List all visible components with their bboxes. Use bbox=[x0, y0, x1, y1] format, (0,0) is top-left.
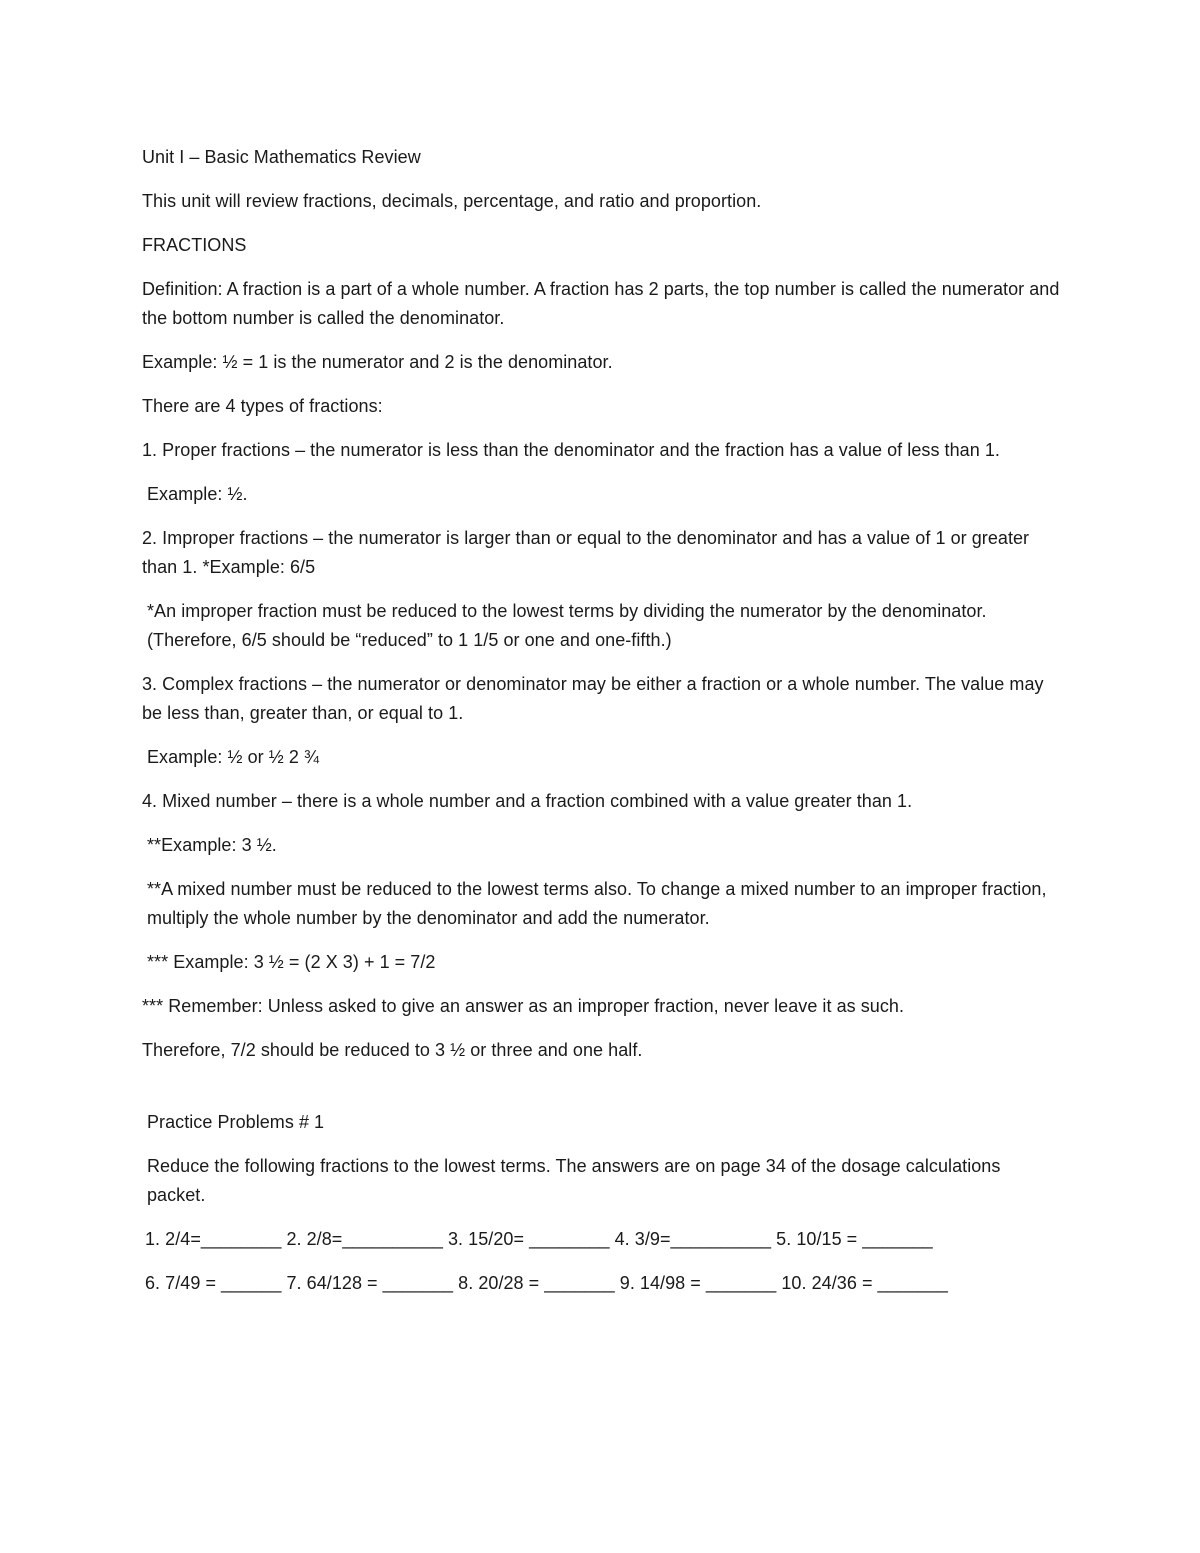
problem-1: 1. 2/4=________ bbox=[145, 1229, 287, 1249]
problem-10: 10. 24/36 = _______ bbox=[781, 1273, 948, 1293]
type-mixed-calculation: *** Example: 3 ½ = (2 X 3) + 1 = 7/2 bbox=[147, 952, 436, 972]
problem-9: 9. 14/98 = _______ bbox=[619, 1273, 782, 1293]
type-mixed-example: **Example: 3 ½. bbox=[147, 835, 277, 855]
type-mixed-number: 4. Mixed number – there is a whole number and a fraction combined with a value greater than 1. bbox=[142, 791, 913, 811]
definition-example: Example: ½ = 1 is the numerator and 2 is the denominator. bbox=[142, 352, 613, 372]
type-mixed-note: **A mixed number must be reduced to the lowest terms also. To change a mixed number to an improper fraction, multiply the whole number by the denominator and add the numerator. bbox=[147, 879, 1047, 928]
problem-3: 3. 15/20= ________ bbox=[448, 1229, 615, 1249]
practice-instructions: Reduce the following fractions to the lowest terms. The answers are on page 34 of the dosage calculations packet. bbox=[147, 1156, 1001, 1205]
therefore-note: Therefore, 7/2 should be reduced to 3 ½ or three and one half. bbox=[142, 1040, 643, 1060]
problem-7: 7. 64/128 = _______ bbox=[286, 1273, 459, 1293]
type-complex-example: Example: ½ or ½ 2 ¾ bbox=[147, 747, 320, 767]
type-improper-fractions: 2. Improper fractions – the numerator is larger than or equal to the denominator and has a value of 1 or greater than 1. *Example: 6/5 bbox=[142, 528, 1030, 577]
type-proper-fractions: 1. Proper fractions – the numerator is less than the denominator and the fraction has a value of less than 1. bbox=[142, 440, 1000, 460]
problem-5: 5. 10/15 = _______ bbox=[776, 1229, 933, 1249]
remember-note: *** Remember: Unless asked to give an answer as an improper fraction, never leave it as such. bbox=[142, 996, 905, 1016]
type-proper-example: Example: ½. bbox=[147, 484, 248, 504]
problems-row-1 bbox=[142, 1225, 1060, 1254]
section-heading-fractions: FRACTIONS bbox=[142, 235, 247, 255]
definition-text: Definition: A fraction is a part of a whole number. A fraction has 2 parts, the top number is called the numerator and the bottom number is called the denominator. bbox=[142, 279, 1060, 328]
intro-text: This unit will review fractions, decimals, percentage, and ratio and proportion. bbox=[142, 191, 762, 211]
type-improper-note: *An improper fraction must be reduced to the lowest terms by dividing the numerator by the denominator. (Therefore, 6/5 should be “reduced” to 1 1/5 or one and one-fifth.) bbox=[147, 601, 987, 650]
document-title: Unit I – Basic Mathematics Review bbox=[142, 147, 421, 167]
types-intro: There are 4 types of fractions: bbox=[142, 396, 383, 416]
problem-2: 2. 2/8=__________ bbox=[286, 1229, 448, 1249]
problem-8: 8. 20/28 = _______ bbox=[458, 1273, 620, 1293]
problem-4: 4. 3/9=__________ bbox=[614, 1229, 777, 1249]
practice-heading: Practice Problems # 1 bbox=[147, 1112, 325, 1132]
type-complex-fractions: 3. Complex fractions – the numerator or denominator may be either a fraction or a whole number. The value may be less than, greater than, or equal to 1. bbox=[142, 674, 1044, 723]
problems-row-2 bbox=[142, 1269, 1060, 1298]
problem-6: 6. 7/49 = ______ bbox=[145, 1273, 287, 1293]
